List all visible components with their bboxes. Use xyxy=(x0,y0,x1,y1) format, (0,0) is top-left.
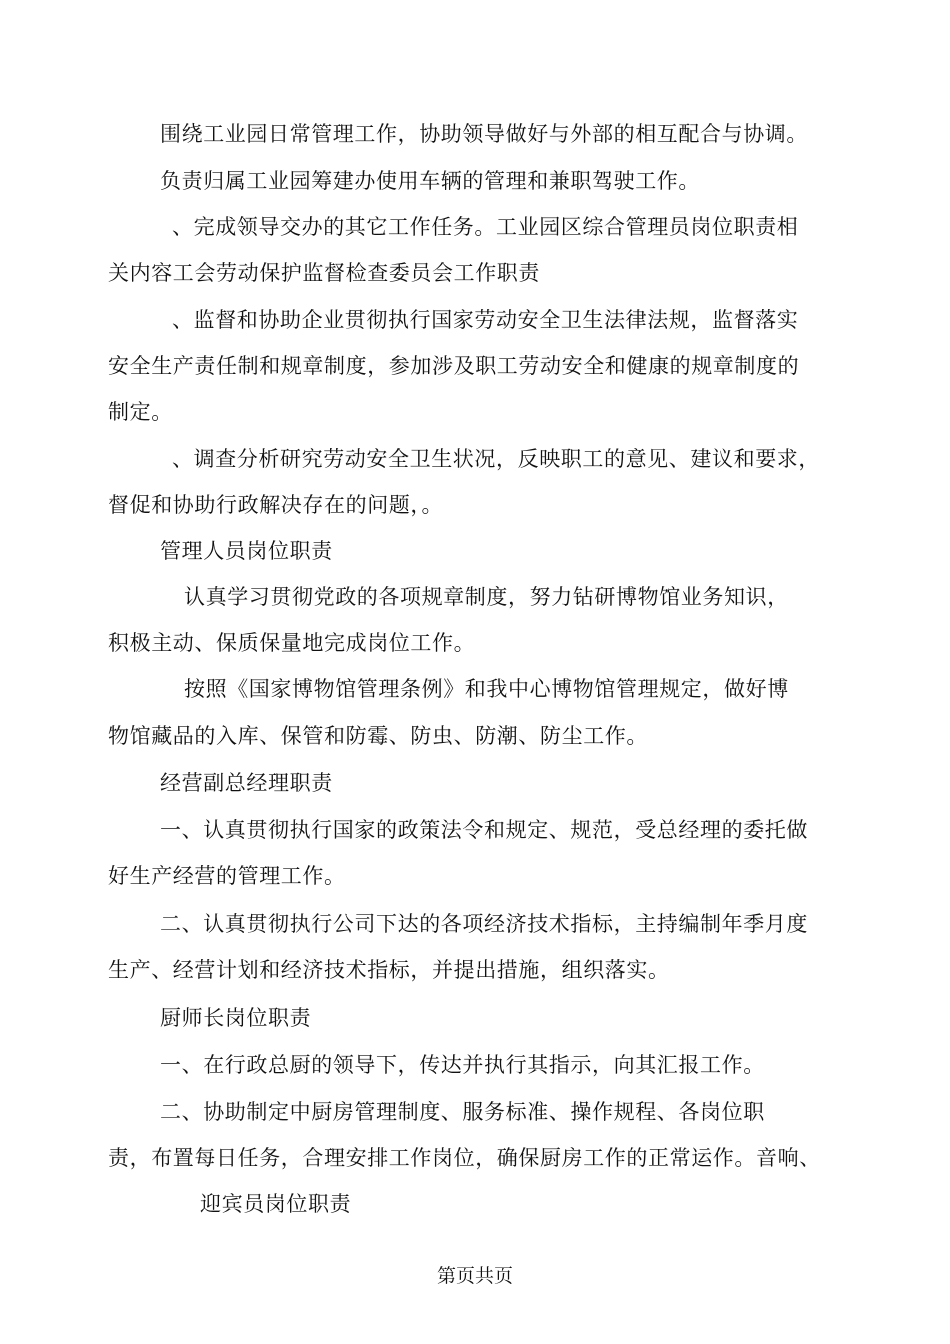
text-line: 二、协助制定中厨房管理制度、服务标准、操作规程、各岗位职 xyxy=(160,1100,765,1124)
section-heading: 迎宾员岗位职责 xyxy=(200,1192,352,1216)
text-line: 关内容工会劳动保护监督检查委员会工作职责 xyxy=(108,261,540,285)
page-footer: 第页共页 xyxy=(436,1265,513,1287)
text-line: 一、认真贯彻执行国家的政策法令和规定、规范，受总经理的委托做 xyxy=(160,818,808,842)
text-line: 负责归属工业园筹建办使用车辆的管理和兼职驾驶工作。 xyxy=(160,169,700,193)
section-heading: 经营副总经理职责 xyxy=(160,771,333,795)
text-line: 制定。 xyxy=(108,400,173,424)
text-line: 、调查分析研究劳动安全卫生状况，反映职工的意见、建议和要求， xyxy=(172,447,820,471)
text-line: 、监督和协助企业贯彻执行国家劳动安全卫生法律法规，监督落实 xyxy=(172,308,799,332)
text-line: 围绕工业园日常管理工作，协助领导做好与外部的相互配合与协调。 xyxy=(160,122,808,146)
text-line: 生产、经营计划和经济技术指标，并提出措施，组织落实。 xyxy=(108,958,670,982)
text-line: 安全生产责任制和规章制度，参加涉及职工劳动安全和健康的规章制度的 xyxy=(108,354,800,378)
text-line: 一、在行政总厨的领导下，传达并执行其指示，向其汇报工作。 xyxy=(160,1053,765,1077)
text-line: 好生产经营的管理工作。 xyxy=(108,864,346,888)
text-line: 物馆藏品的入库、保管和防霉、防虫、防潮、防尘工作。 xyxy=(108,724,648,748)
text-line: 督促和协助行政解决存在的问题，。 xyxy=(108,493,444,517)
text-line: 积极主动、保质保量地完成岗位工作。 xyxy=(108,631,476,655)
section-heading: 厨师长岗位职责 xyxy=(160,1006,312,1030)
text-line: 责，布置每日任务，合理安排工作岗位，确保厨房工作的正常运作。音响、 xyxy=(108,1146,821,1170)
text-line: 、完成领导交办的其它工作任务。工业园区综合管理员岗位职责相 xyxy=(172,215,799,239)
text-line: 按照《国家博物馆管理条例》和我中心博物馆管理规定，做好博 xyxy=(184,677,789,701)
section-heading: 管理人员岗位职责 xyxy=(160,539,333,563)
text-line: 二、认真贯彻执行公司下达的各项经济技术指标，主持编制年季月度 xyxy=(160,912,808,936)
text-line: 认真学习贯彻党政的各项规章制度，努力钻研博物馆业务知识， xyxy=(184,585,789,609)
